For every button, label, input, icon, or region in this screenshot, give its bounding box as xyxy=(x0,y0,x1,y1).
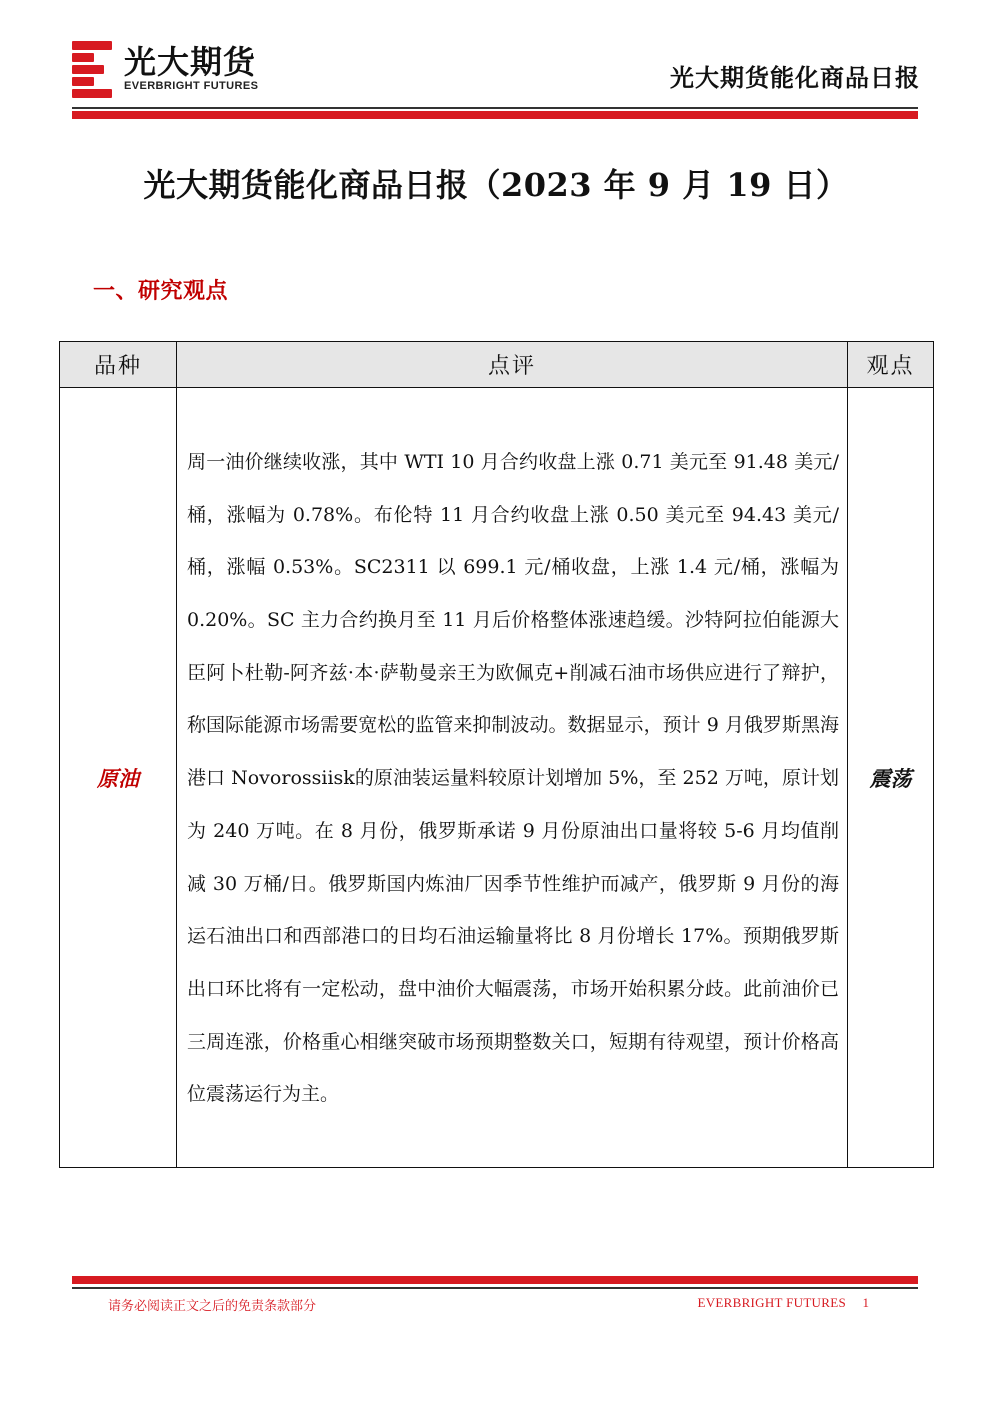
table-header-row xyxy=(60,342,934,388)
report-name: 光大期货能化商品日报 xyxy=(670,64,920,92)
footer-company: EVERBRIGHT FUTURES xyxy=(697,1295,846,1310)
table-row xyxy=(60,388,934,1168)
comment-text: 周一油价继续收涨，其中 WTI 10 月合约收盘上涨 0.71 美元至 91.48 美元/桶，涨幅为 0.78%。布伦特 11 月合约收盘上涨 0.50 美元至 94.43 美元/桶，涨幅 0.53%。SC2311 以 699.1 元/桶收盘，上涨 1.4 元/桶，涨幅为 0.20%。SC 主力合约换月至 11 月后价格整体涨速趋缓。沙特阿拉伯能源大臣阿卜杜勒-阿齐兹·本·萨勒曼亲王为欧佩克+削减石油市场供应进行了辩护，称国际能源市场需要宽松的监管来抑制波动。数据显示，预计 9 月俄罗斯黑海港口 Novorossiisk的原油装运量料较原计划增加 5%，至 252 万吨，原计划为 240 万吨。在 8 月份，俄罗斯承诺 9 月份原油出口量将较 5-6 月均值削减 30 万桶/日。俄罗斯国内炼油厂因季节性维护而减产，俄罗斯 9 月份的海运石油出口和西部港口的日均石油运输量将比 8 月份增长 17%。预期俄罗斯出口环比将有一定松动，盘中油价大幅震荡，市场开始积累分歧。此前油价已三周连涨，价格重心相继突破市场预期整数关口，短期有待观望，预计价格高位震荡运行为主。 xyxy=(187,450,839,1106)
section-heading: 一、研究观点 xyxy=(93,278,229,304)
document-title: 光大期货能化商品日报（2023 年 9 月 19 日） xyxy=(143,166,849,204)
comment-cell xyxy=(177,388,848,1168)
research-table xyxy=(59,341,934,1168)
logo-english-name: EVERBRIGHT FUTURES xyxy=(124,80,259,92)
header-comment: 点评 xyxy=(177,342,848,388)
view-cell: 震荡 xyxy=(848,388,934,1168)
variety-cell: 原油 xyxy=(60,388,177,1168)
page-number: 1 xyxy=(862,1295,869,1310)
logo-chinese-name: 光大期货 xyxy=(124,43,257,81)
header-divider-thick xyxy=(72,111,918,119)
footer-divider-thick xyxy=(72,1276,918,1284)
footer-divider-thin xyxy=(72,1287,918,1289)
footer-disclaimer: 请务必阅读正文之后的免责条款部分 xyxy=(108,1299,317,1314)
header-divider-thin xyxy=(72,107,918,109)
header-view: 观点 xyxy=(848,342,934,388)
logo-mark-icon xyxy=(72,41,116,97)
company-logo xyxy=(72,40,258,98)
header-variety: 品种 xyxy=(60,342,177,388)
